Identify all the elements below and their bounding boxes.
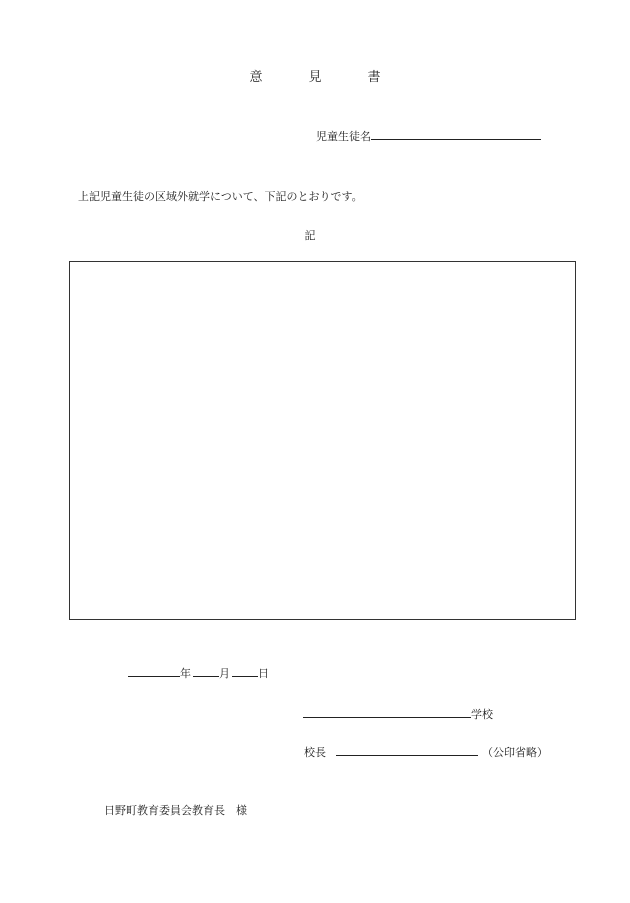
- year-label: 年: [180, 667, 191, 680]
- month-field[interactable]: [193, 665, 219, 677]
- month-label: 月: [219, 667, 230, 680]
- principal-name-field[interactable]: [336, 744, 478, 756]
- student-name-label: 児童生徒名: [316, 130, 371, 143]
- principal-label: 校長: [304, 746, 326, 759]
- title-char-1: 意: [249, 70, 263, 85]
- student-name-field[interactable]: [371, 128, 541, 140]
- ki-heading: 記: [304, 229, 316, 242]
- school-label: 学校: [471, 708, 493, 721]
- addressee: 日野町教育委員会教育長 様: [104, 804, 247, 817]
- year-field[interactable]: [128, 665, 180, 677]
- student-name-row: [316, 128, 541, 144]
- opinion-box[interactable]: [69, 261, 576, 620]
- seal-note: （公印省略）: [482, 746, 548, 759]
- document-title: [0, 66, 630, 85]
- school-row: [303, 706, 493, 722]
- intro-text: 上記児童生徒の区域外就学について、下記のとおりです。: [78, 190, 363, 203]
- title-char-2: 見: [308, 70, 322, 85]
- title-char-3: 書: [367, 70, 381, 85]
- date-row: [128, 665, 269, 681]
- school-name-field[interactable]: [303, 706, 471, 718]
- day-field[interactable]: [232, 665, 258, 677]
- day-label: 日: [258, 667, 269, 680]
- principal-row: [304, 744, 548, 760]
